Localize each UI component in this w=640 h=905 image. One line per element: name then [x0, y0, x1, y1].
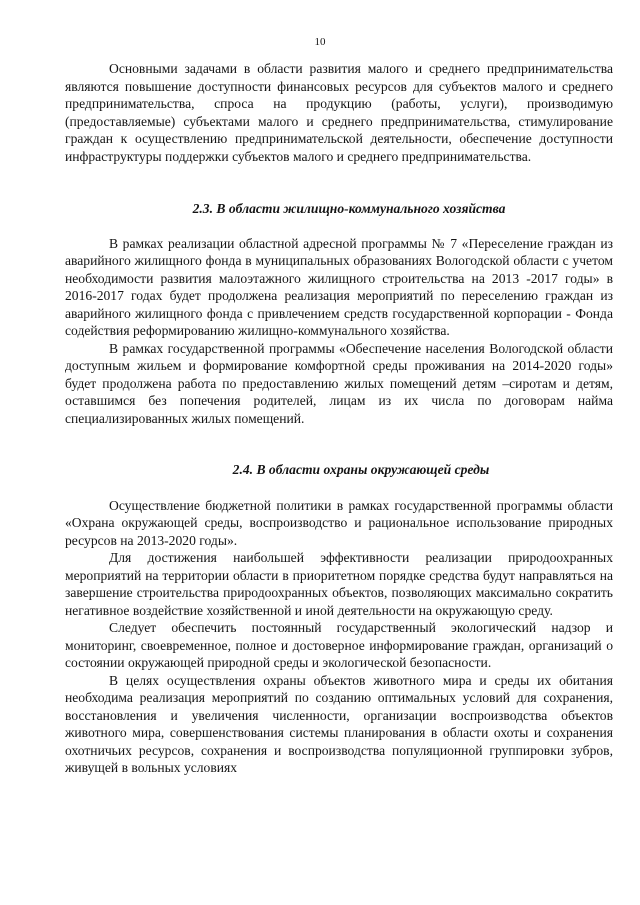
page-number: 10 [314, 36, 326, 48]
section-heading-2-3: 2.3. В области жилищно-коммунального хозяйства [192, 201, 506, 216]
section-heading-2-4: 2.4. В области охраны окружающей среды [232, 462, 490, 477]
section-2-4-paragraph: В целях осуществления охраны объектов животного мира и среды их обитания необходима реализация мероприятий по созданию оптимальных условий для сохранения, восстановления и увеличения численности, организации воспроизводства объектов животного мира, совершенствования системы планирования в области охоты и сохранения охотничьих ресурсов, сохранения и воспроизводства популяционной группировки зубров, живущей в вольных условиях [65, 672, 613, 775]
section-2-4-paragraph: Для достижения наибольшей эффективности реализации природоохранных мероприятий на территории области в приоритетном порядке средства будут направляться на завершение строительства природоохранных объектов, позволяющих максимально сократить негативное воздействие хозяйственной и иной деятельности на окружающую среду. [65, 550, 613, 618]
document-body [65, 60, 613, 777]
intro-paragraph: Основными задачами в области развития малого и среднего предпринимательства являются повышение доступности финансовых ресурсов для субъектов малого и среднего предпринимательства, спроса на продукцию (работы, услуги), производимую (предоставляемые) субъектами малого и среднего предпринимательства, стимулирование граждан к осуществлению предпринимательской деятельности, обеспечение доступности инфраструктуры поддержки субъектов малого и среднего предпринимательства. [65, 61, 613, 164]
section-2-4-paragraph: Следует обеспечить постоянный государственный экологический надзор и мониторинг, своевременное, полное и достоверное информирование граждан, организаций о состоянии окружающей природной среды и экологической безопасности. [65, 620, 613, 670]
section-2-3-paragraph: В рамках реализации областной адресной программы № 7 «Переселение граждан из аварийного жилищного фонда в муниципальных образованиях Вологодской области с учетом необходимости развития малоэтажного жилищного строительства на 2013 -2017 годы» в 2016-2017 годах будет продолжена реализация мероприятий по переселению граждан из аварийного жилищного фонда с привлечением средств государственной корпорации - Фонда содействия реформированию жилищно-коммунального хозяйства. [65, 235, 613, 338]
section-2-3-paragraph: В рамках государственной программы «Обеспечение населения Вологодской области доступным жильем и формирование комфортной среды проживания на 2014-2020 годы» будет продолжена работа по предоставлению жилых помещений детям –сиротам и детям, оставшимся без попечения родителей, лицам из их числа по договорам найма специализированных жилых помещений. [65, 340, 613, 426]
section-2-4-paragraph: Осуществление бюджетной политики в рамках государственной программы области «Охрана окружающей среды, воспроизводство и рациональное использование природных ресурсов на 2013-2020 годы». [65, 497, 613, 548]
